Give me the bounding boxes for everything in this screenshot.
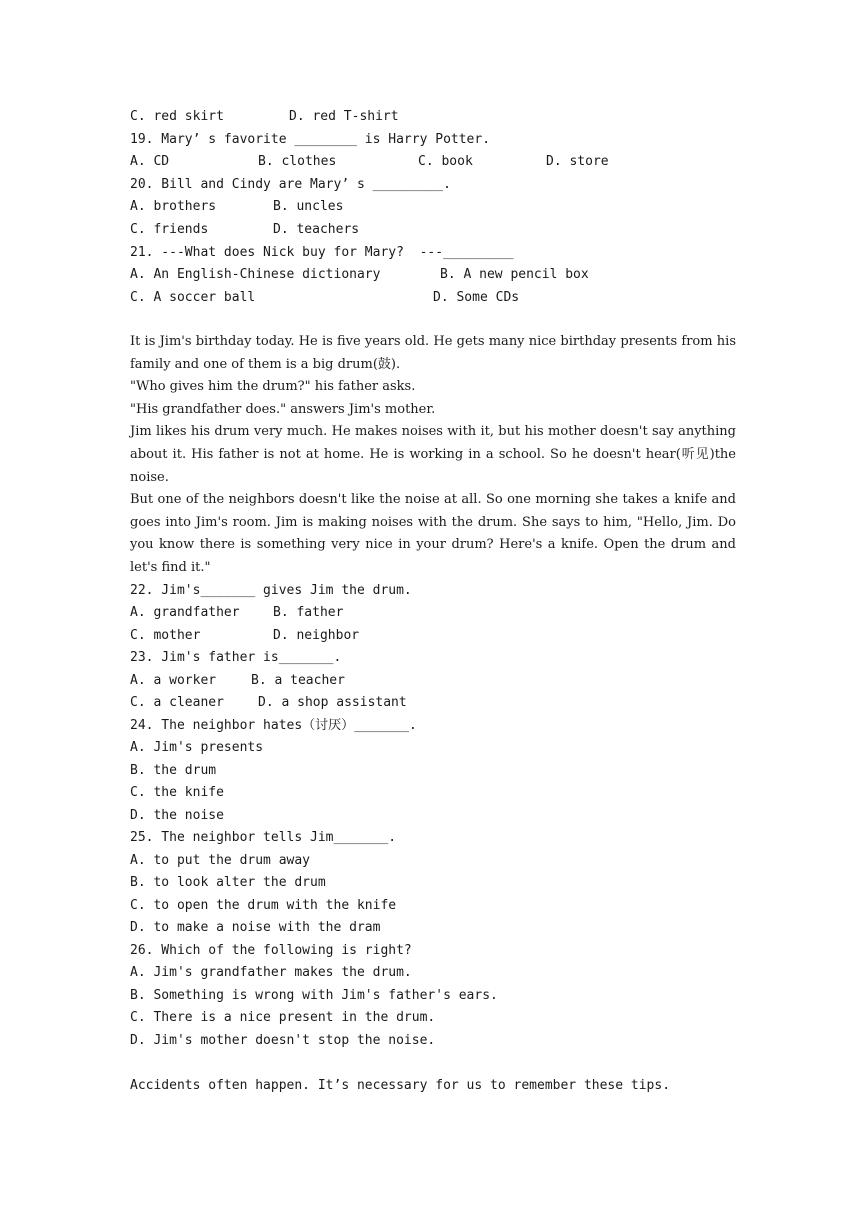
q22-option-a: A. grandfather: [130, 605, 240, 620]
q18-option-d: D. red T-shirt: [289, 109, 399, 124]
q26-option-a: A. Jim's grandfather makes the drum.: [130, 965, 412, 980]
q22-option-b: B. father: [273, 605, 344, 620]
q19-option-b: B. clothes: [258, 154, 337, 169]
q24-option-d: D. the noise: [130, 808, 224, 823]
q23-option-d: D. a shop assistant: [258, 695, 407, 710]
q25-option-a: A. to put the drum away: [130, 853, 311, 868]
q19-option-d: D. store: [546, 154, 609, 169]
q25-option-c: C. to open the drum with the knife: [130, 898, 397, 913]
q21-option-c: C. A soccer ball: [130, 290, 256, 305]
q23-option-b: B. a teacher: [251, 673, 345, 688]
passage-paragraph-5: But one of the neighbors doesn't like the noise at all. So one morning she takes a knife and goes into Jim's room. Jim is making noises with the drum. She says to him, "Hello, Jim. Do you know there is something very nice in your drum? Here's a knife. Open the drum and let's find it.": [130, 492, 736, 575]
q20-option-b: B. uncles: [273, 199, 344, 214]
q25-stem: 25. The neighbor tells Jim_______.: [130, 830, 397, 845]
q20-option-d: D. teachers: [273, 222, 360, 237]
q21-option-b: B. A new pencil box: [440, 267, 589, 282]
passage-paragraph-4: Jim likes his drum very much. He makes noises with it, but his mother doesn't say anything about it. His father is not at home. He is working in a school. So he doesn't hear(听见)the noise.: [130, 424, 736, 485]
q18-option-c: C. red skirt: [130, 109, 224, 124]
q19-option-c: C. book: [418, 154, 473, 169]
next-passage-intro: Accidents often happen. It’s necessary for us to remember these tips.: [130, 1078, 671, 1093]
q21-stem: 21. ---What does Nick buy for Mary? ---_________: [130, 245, 514, 260]
q25-option-b: B. to look alter the drum: [130, 875, 326, 890]
q21-option-a: A. An English-Chinese dictionary: [130, 267, 381, 282]
q22-option-c: C. mother: [130, 628, 201, 643]
q19-option-a: A. CD: [130, 154, 170, 169]
q22-option-d: D. neighbor: [273, 628, 360, 643]
passage-paragraph-1: It is Jim's birthday today. He is five years old. He gets many nice birthday presents from his family and one of them is a big drum(鼓).: [130, 334, 736, 372]
q24-option-c: C. the knife: [130, 785, 224, 800]
reading-passage: [130, 331, 736, 580]
q22-stem: 22. Jim's_______ gives Jim the drum.: [130, 583, 412, 598]
q23-option-a: A. a worker: [130, 673, 217, 688]
q21-option-d: D. Some CDs: [433, 290, 520, 305]
q20-option-a: A. brothers: [130, 199, 217, 214]
q26-option-b: B. Something is wrong with Jim's father's ears.: [130, 988, 498, 1003]
q23-option-c: C. a cleaner: [130, 695, 224, 710]
q19-stem: 19. Mary’ s favorite ________ is Harry Potter.: [130, 132, 491, 147]
q24-option-b: B. the drum: [130, 763, 217, 778]
q23-stem: 23. Jim's father is_______.: [130, 650, 342, 665]
q24-option-a: A. Jim's presents: [130, 740, 264, 755]
q26-option-d: D. Jim's mother doesn't stop the noise.: [130, 1033, 436, 1048]
q20-stem: 20. Bill and Cindy are Mary’ s _________.: [130, 177, 451, 192]
passage-paragraph-2: "Who gives him the drum?" his father asks.: [130, 379, 416, 395]
q26-option-c: C. There is a nice present in the drum.: [130, 1010, 436, 1025]
q20-option-c: C. friends: [130, 222, 209, 237]
q25-option-d: D. to make a noise with the dram: [130, 920, 381, 935]
q26-stem: 26. Which of the following is right?: [130, 943, 412, 958]
q24-stem: 24. The neighbor hates（讨厌）_______.: [130, 718, 417, 733]
passage-paragraph-3: "His grandfather does." answers Jim's mother.: [130, 401, 436, 417]
